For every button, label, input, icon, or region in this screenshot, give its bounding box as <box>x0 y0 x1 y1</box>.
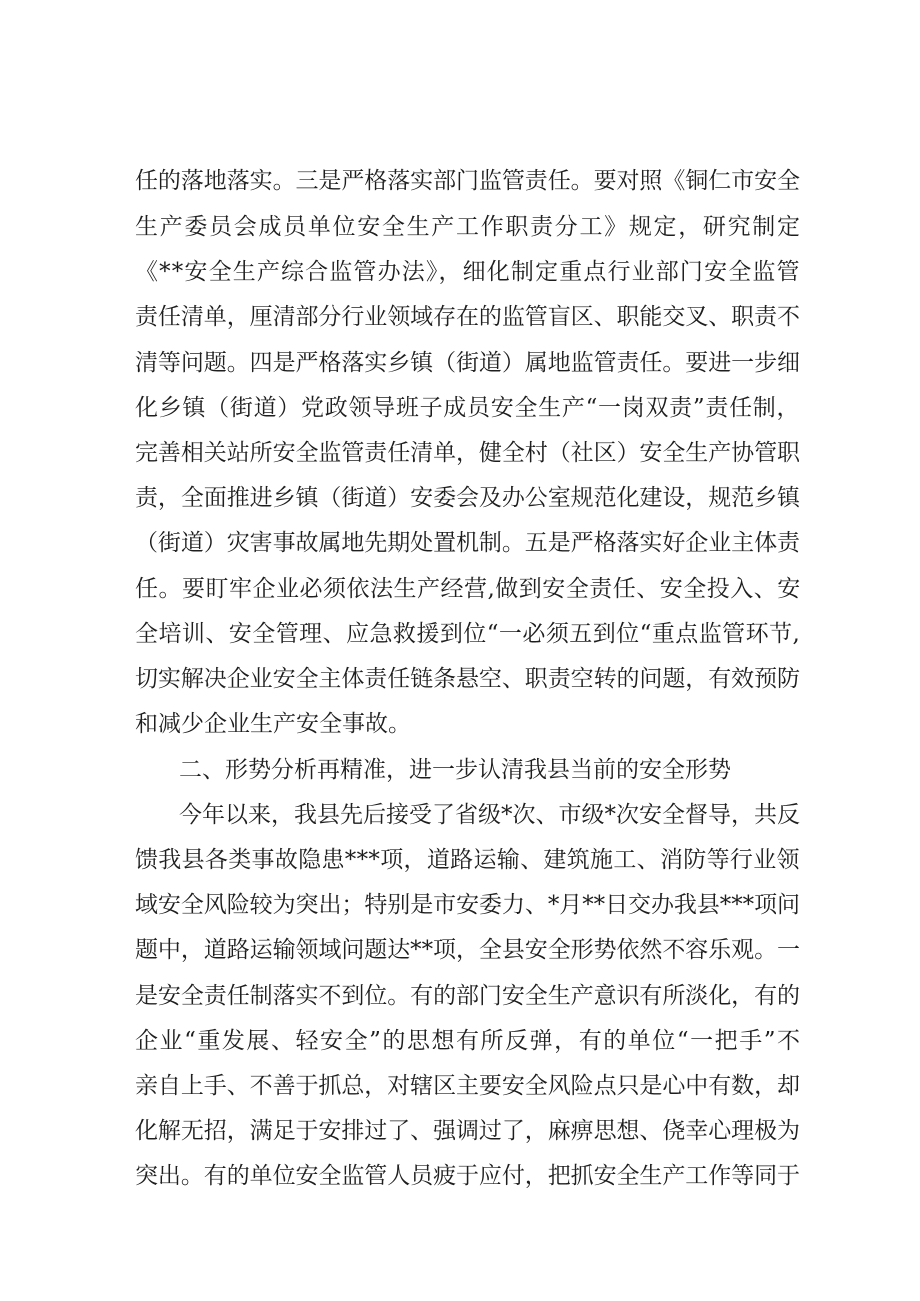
paragraph-line: 题中，道路运输领域问题达**项，全县安全形势依然不容乐观。一 <box>135 937 800 963</box>
paragraph-line: 今年以来，我县先后接受了省级*次、市级*次安全督导，共反 <box>179 802 800 828</box>
paragraph-line: 化解无招，满足于安排过了、强调过了，麻痹思想、侥幸心理极为 <box>135 1118 800 1144</box>
paragraph-line: 亲自上手、不善于抓总，对辖区主要安全风险点只是心中有数，却 <box>135 1073 800 1099</box>
paragraph-line: 和减少企业生产安全事故。 <box>135 711 411 737</box>
paragraph-line: 化乡镇（街道）党政领导班子成员安全生产“一岗双责”责任制， <box>135 395 801 421</box>
paragraph-line: 全培训、安全管理、应急救援到位“一必须五到位“重点监管环节, <box>135 621 801 647</box>
paragraph-line: 生产委员会成员单位安全生产工作职责分工》规定，研究制定 <box>135 214 802 240</box>
paragraph-line: 责任清单，厘清部分行业领域存在的监管盲区、职能交叉、职责不 <box>135 304 800 330</box>
paragraph-line: 任。要盯牢企业必须依法生产经营,做到安全责任、安全投入、安 <box>135 576 801 602</box>
paragraph-line: 是安全责任制落实不到位。有的部门安全生产意识有所淡化，有的 <box>135 983 800 1009</box>
paragraph-line: 企业“重发展、轻安全”的思想有所反弹，有的单位“一把手”不 <box>135 1028 802 1054</box>
paragraph-line: 馈我县各类事故隐患***项，道路运输、建筑施工、消防等行业领 <box>135 847 800 873</box>
paragraph-line: 责，全面推进乡镇（街道）安委会及办公室规范化建设，规范乡镇 <box>135 485 800 511</box>
paragraph-line: 完善相关站所安全监管责任清单，健全村（社区）安全生产协管职 <box>135 440 800 466</box>
paragraph-line: 清等问题。四是严格落实乡镇（街道）属地监管责任。要进一步细 <box>135 350 800 376</box>
section-heading: 二、形势分析再精准，进一步认清我县当前的安全形势 <box>179 757 731 783</box>
paragraph-line: （街道）灾害事故属地先期处置机制。五是严格落实好企业主体责 <box>135 530 800 556</box>
paragraph-line: 域安全风险较为突出；特别是市安委力、*月**日交办我县***项问 <box>135 892 800 918</box>
paragraph-line: 切实解决企业安全主体责任链条悬空、职责空转的问题，有效预防 <box>135 666 800 692</box>
paragraph-line: 《**安全生产综合监管办法》，细化制定重点行业部门安全监管 <box>135 259 801 285</box>
paragraph-line: 任的落地落实。三是严格落实部门监管责任。要对照《铜仁市安全 <box>135 168 800 194</box>
paragraph-line: 突出。有的单位安全监管人员疲于应付，把抓安全生产工作等同于 <box>135 1163 800 1189</box>
